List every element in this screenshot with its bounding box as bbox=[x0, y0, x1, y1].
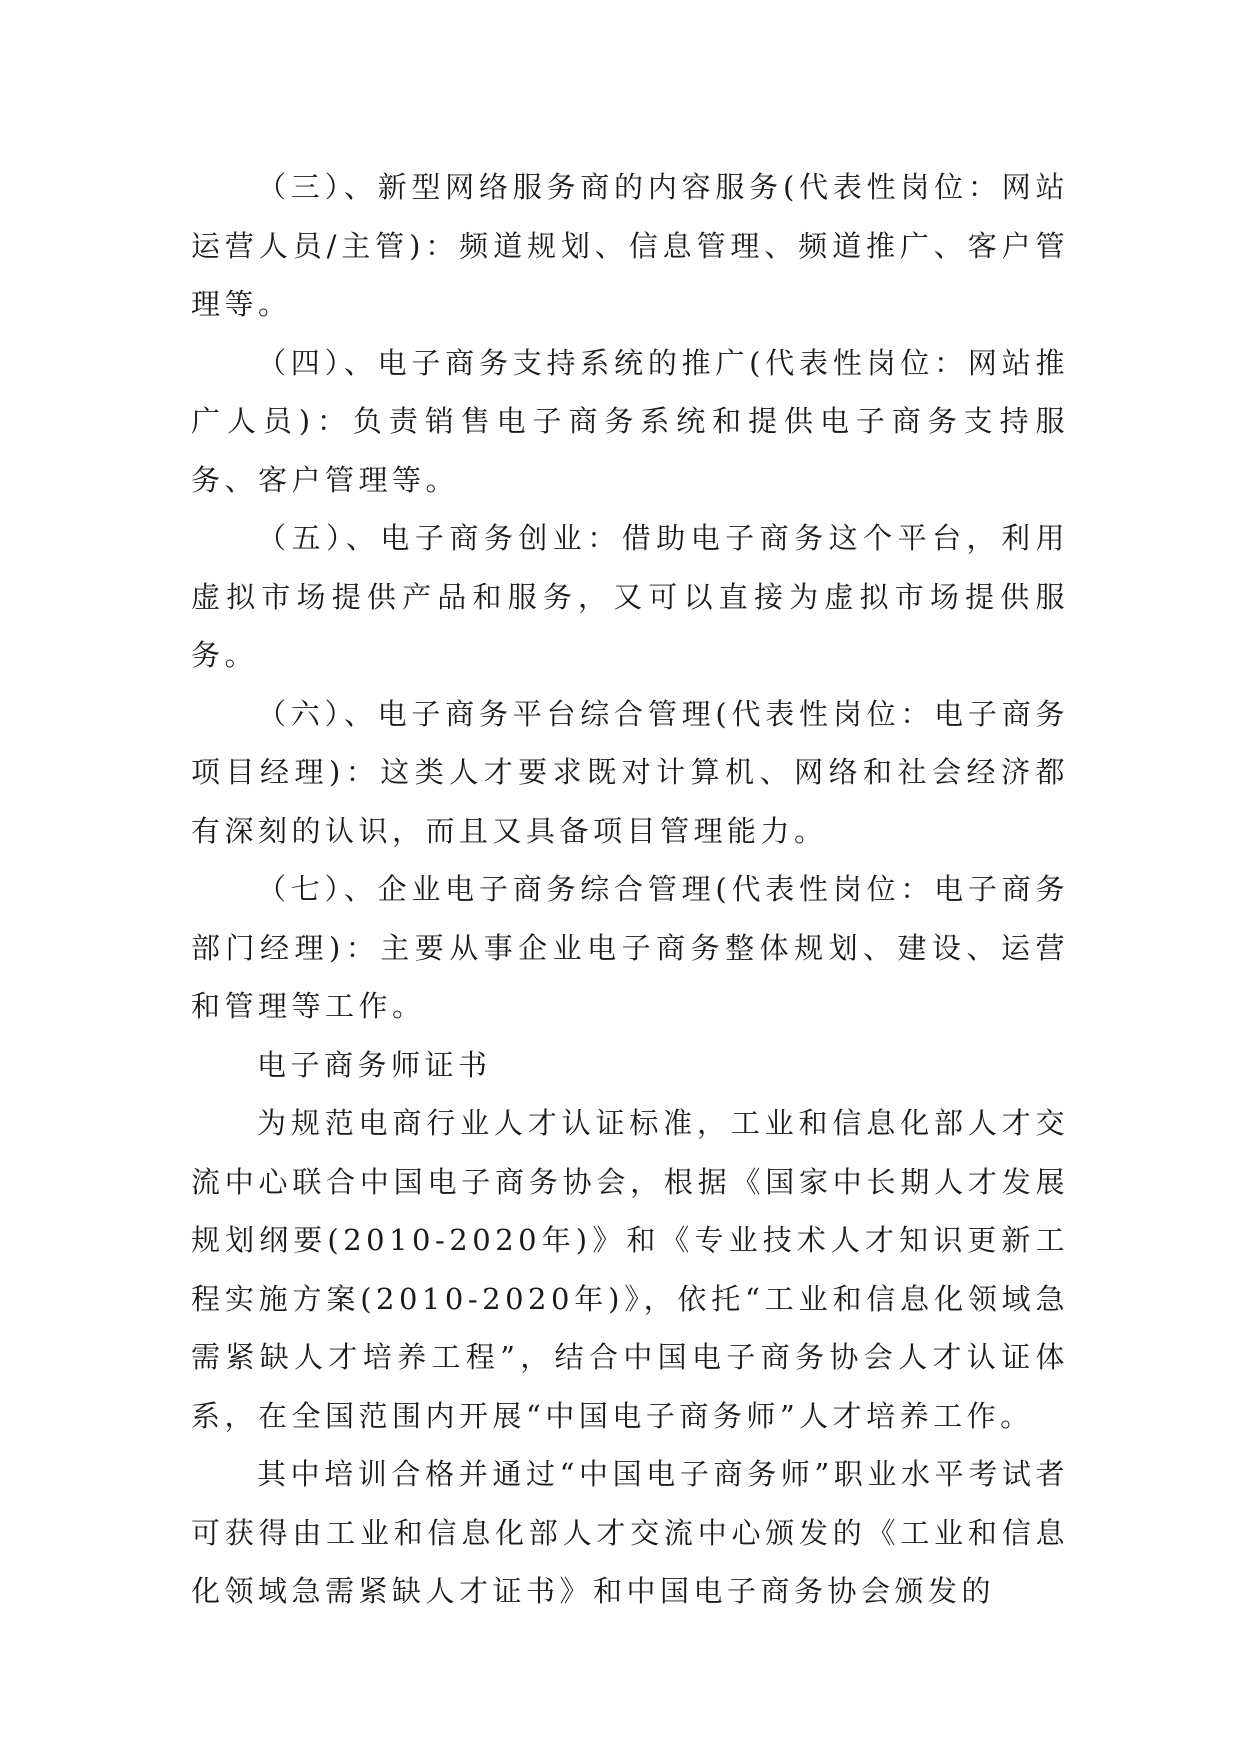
paragraph-certificate-intro: 为规范电商行业人才认证标准，工业和信息化部人才交流中心联合中国电子商务协会，根据《国家中长期人才发展规划纲要(2010-2020年)》和《专业技术人才知识更新工程实施方案(2010-2020年)》，依托“工业和信息化领域急需紧缺人才培养工程”，结合中国电子商务协会人才认证体系，在全国范围内开展“中国电子商务师”人才培养工作。 bbox=[191, 1106, 1069, 1433]
section-heading-certificate: 电子商务师证书 bbox=[257, 1047, 492, 1082]
document-body bbox=[191, 158, 1069, 1621]
paragraph-certificate-award: 其中培训合格并通过“中国电子商务师”职业水平考试者可获得由工业和信息化部人才交流中心颁发的《工业和信息化领域急需紧缺人才证书》和中国电子商务协会颁发的 bbox=[191, 1457, 1069, 1608]
paragraph-section-4: （四）、电子商务支持系统的推广(代表性岗位：网站推广人员)：负责销售电子商务系统和提供电子商务支持服务、客户管理等。 bbox=[191, 345, 1069, 497]
paragraph-section-6: （六）、电子商务平台综合管理(代表性岗位：电子商务项目经理)：这类人才要求既对计算机、网络和社会经济都有深刻的认识，而且又具备项目管理能力。 bbox=[191, 696, 1069, 848]
paragraph-section-7: （七）、企业电子商务综合管理(代表性岗位：电子商务部门经理)：主要从事企业电子商务整体规划、建设、运营和管理等工作。 bbox=[191, 872, 1069, 1023]
paragraph-section-3: （三）、新型网络服务商的内容服务(代表性岗位：网站运营人员/主管)：频道规划、信息管理、频道推广、客户管理等。 bbox=[191, 170, 1069, 321]
paragraph-section-5: （五）、电子商务创业：借助电子商务这个平台，利用虚拟市场提供产品和服务，又可以直接为虚拟市场提供服务。 bbox=[191, 521, 1069, 672]
